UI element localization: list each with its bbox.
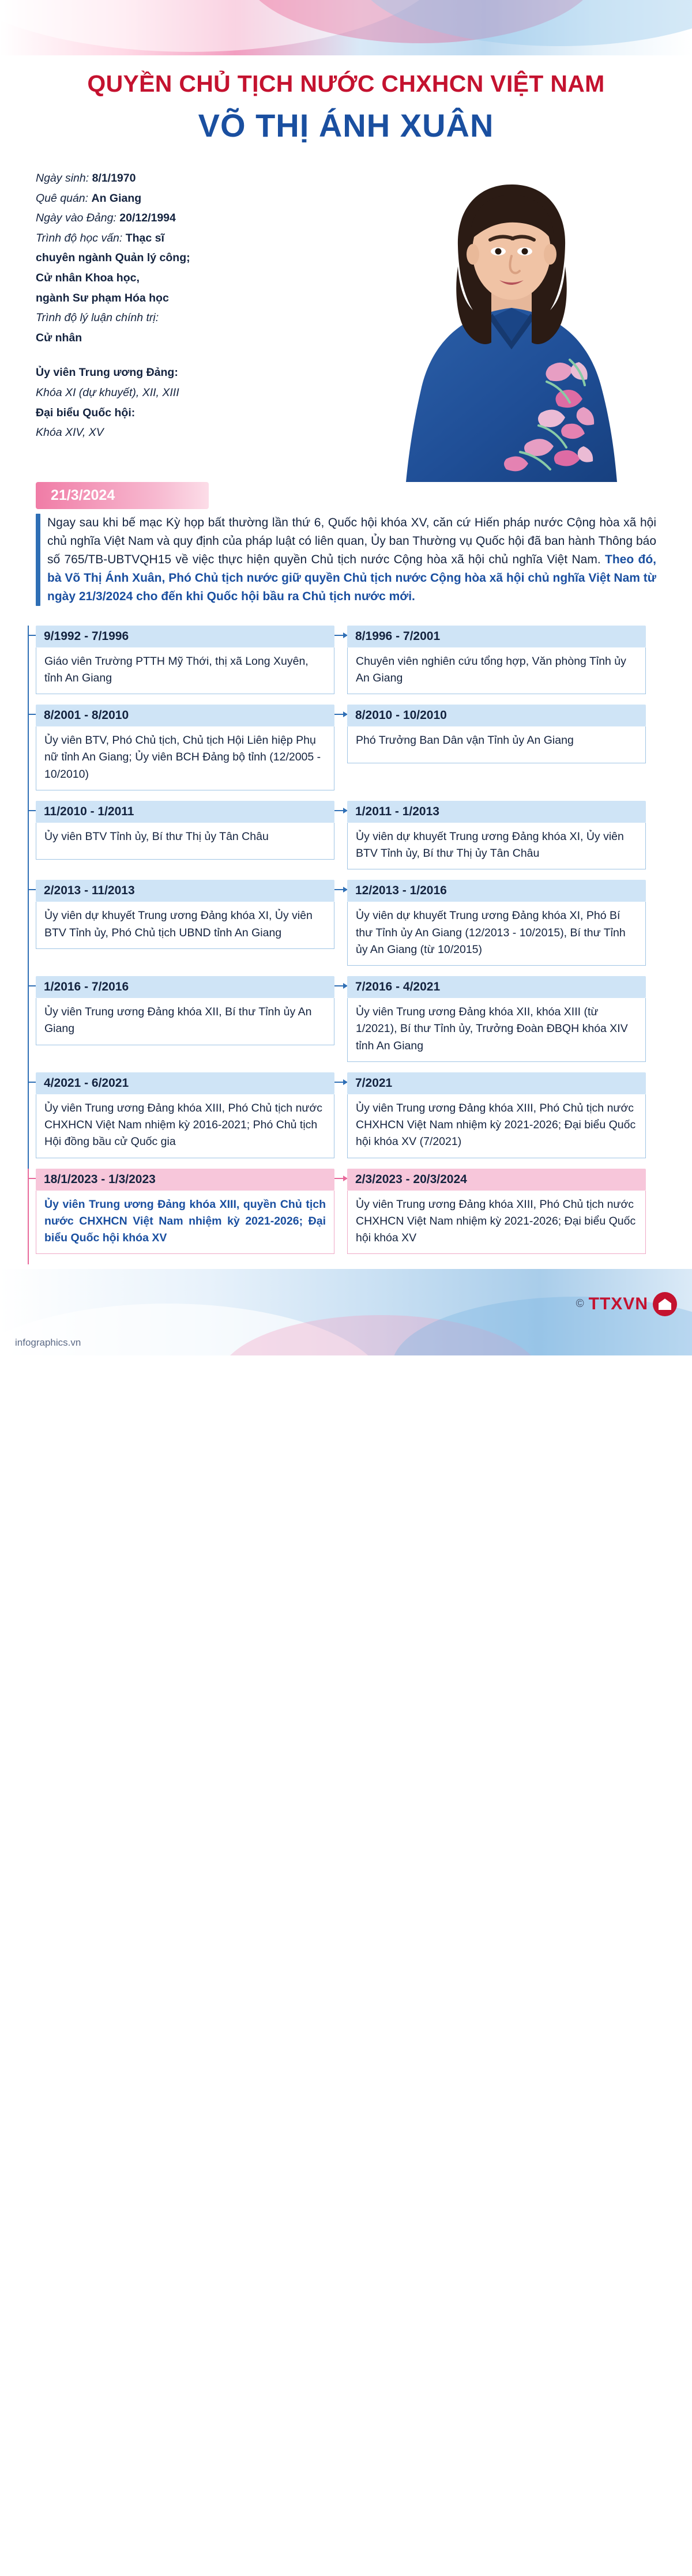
timeline-description: Ủy viên Trung ương Đảng khóa XII, Bí thư Tỉnh ủy An Giang (36, 998, 334, 1045)
timeline-connector-arrow (334, 985, 347, 986)
timeline-connector-arrow (334, 714, 347, 715)
timeline-row (36, 1169, 656, 1255)
bio-central-label: Ủy viên Trung ương Đảng: (36, 366, 178, 379)
timeline-connector-arrow (334, 635, 347, 636)
timeline-period: 8/2010 - 10/2010 (347, 705, 646, 726)
bio-dob-value: 8/1/1970 (92, 172, 136, 185)
timeline-period: 11/2010 - 1/2011 (36, 801, 334, 823)
highlight-quote-block (36, 514, 656, 606)
timeline-item-2-right (347, 801, 646, 870)
ttxvn-logo-icon (653, 1292, 677, 1316)
bio-section (0, 159, 692, 482)
bio-deputy-label: Đại biểu Quốc hội: (36, 406, 136, 419)
bio-party-date (36, 209, 284, 228)
bio-hometown (36, 190, 284, 208)
bio-spacer (36, 349, 284, 364)
timeline-description: Ủy viên dự khuyết Trung ương Đảng khóa XI, Ủy viên BTV Tỉnh ủy, Phó Chủ tịch UBND tỉnh An Giang (36, 902, 334, 949)
timeline-item-5-left (36, 1072, 334, 1158)
bio-education-value-1: Thạc sĩ (125, 231, 164, 244)
timeline-spine (28, 1072, 29, 1169)
bio-education-value-2: chuyên ngành Quản lý công; (36, 251, 190, 265)
bio-text-block (36, 170, 284, 444)
bio-politics-label: Trình độ lý luận chính trị: (36, 311, 159, 325)
timeline-description: Ủy viên Trung ương Đảng khóa XII, khóa XIII (từ 1/2021), Bí thư Tỉnh ủy, Trưởng Đoàn ĐBQH khóa XIV tỉnh An Giang (347, 998, 646, 1062)
top-decorative-band (0, 0, 692, 55)
timeline-connector-arrow (334, 1178, 347, 1179)
timeline-description: Ủy viên Trung ương Đảng khóa XIII, Phó Chủ tịch nước CHXHCN Việt Nam nhiệm kỳ 2016-2021; Phó Chủ tịch Hội đồng bầu cử Quốc gia (36, 1094, 334, 1158)
timeline-row (36, 1072, 656, 1158)
timeline-connector-arrow (334, 889, 347, 890)
timeline-row (36, 976, 656, 1062)
timeline-description: Ủy viên Trung ương Đảng khóa XIII, Phó Chủ tịch nước CHXHCN Việt Nam nhiệm kỳ 2021-2026; Đại biểu Quốc hội khóa XV (7/2021) (347, 1094, 646, 1158)
bio-education-label: Trình độ học vấn: (36, 231, 123, 244)
timeline-description: Ủy viên dự khuyết Trung ương Đảng khóa XI, Ủy viên BTV Tỉnh ủy, Bí thư Thị ủy Tân Châu (347, 823, 646, 870)
highlight-paragraph-1: Ngay sau khi bế mạc Kỳ họp bất thường lần thứ 6, Quốc hội khóa XV, căn cứ Hiến pháp nước Cộng hòa xã hội chủ nghĩa Việt Nam và quy định của pháp luật có liên quan, Ủy ban Thường vụ Quốc hội đã ban hành Thông báo số 765/TB-UBTVQH15 về việc thực hiện quyền Chủ tịch nước Cộng hòa xã hội chủ nghĩa Việt Nam. (47, 516, 656, 566)
timeline-item-6-left (36, 1169, 334, 1255)
timeline-item-4-right (347, 976, 646, 1062)
career-timeline (36, 626, 656, 1255)
timeline-period: 4/2021 - 6/2021 (36, 1072, 334, 1094)
timeline-period: 12/2013 - 1/2016 (347, 880, 646, 902)
timeline-description: Chuyên viên nghiên cứu tổng hợp, Văn phòng Tỉnh ủy An Giang (347, 647, 646, 695)
timeline-item-1-right (347, 705, 646, 790)
highlight-accent-bar (36, 514, 40, 606)
timeline-connector-arrow (334, 1082, 347, 1083)
timeline-item-6-right (347, 1169, 646, 1255)
timeline-spine (28, 801, 29, 880)
timeline-period: 1/2011 - 1/2013 (347, 801, 646, 823)
timeline-description: Ủy viên BTV, Phó Chủ tịch, Chủ tịch Hội Liên hiệp Phụ nữ tỉnh An Giang; Ủy viên BCH Đảng bộ tỉnh (12/2005 - 10/2010) (36, 726, 334, 790)
copyright-symbol: © (576, 1298, 584, 1310)
timeline-description: Giáo viên Trường PTTH Mỹ Thới, thị xã Long Xuyên, tỉnh An Giang (36, 647, 334, 695)
timeline-period: 8/1996 - 7/2001 (347, 626, 646, 647)
timeline-item-3-right (347, 880, 646, 966)
timeline-period: 1/2016 - 7/2016 (36, 976, 334, 998)
timeline-period: 7/2016 - 4/2021 (347, 976, 646, 998)
timeline-row (36, 801, 656, 870)
timeline-spine (28, 880, 29, 976)
timeline-description: Ủy viên dự khuyết Trung ương Đảng khóa XI, Phó Bí thư Tỉnh ủy An Giang (12/2013 - 10/2015), Bí thư Tỉnh ủy An Giang (từ 10/2015) (347, 902, 646, 966)
timeline-item-0-right (347, 626, 646, 695)
highlight-paragraph-2: Theo đó, bà Võ Thị Ánh Xuân, Phó Chủ tịch nước giữ quyền Chủ tịch nước Cộng hòa xã hội chủ nghĩa Việt Nam từ ngày 21/3/2024 cho đến khi Quốc hội bầu ra Chủ tịch nước mới. (47, 552, 656, 603)
timeline-row (36, 705, 656, 790)
timeline-period: 7/2021 (347, 1072, 646, 1094)
agency-name: TTXVN (588, 1294, 648, 1314)
highlight-date-badge: 21/3/2024 (36, 482, 209, 509)
timeline-row (36, 880, 656, 966)
timeline-item-5-right (347, 1072, 646, 1158)
timeline-spine (28, 976, 29, 1072)
portrait-photo (376, 159, 647, 482)
timeline-period: 8/2001 - 8/2010 (36, 705, 334, 726)
timeline-item-0-left (36, 626, 334, 695)
timeline-spine (28, 626, 29, 705)
bio-education (36, 229, 284, 248)
timeline-description: Ủy viên Trung ương Đảng khóa XIII, quyền Chủ tịch nước CHXHCN Việt Nam nhiệm kỳ 2021-2026; Đại biểu Quốc hội khóa XV (36, 1191, 334, 1255)
footer-band (0, 1269, 692, 1355)
timeline-description: Ủy viên Trung ương Đảng khóa XIII, Phó Chủ tịch nước CHXHCN Việt Nam nhiệm kỳ 2021-2026; Đại biểu Quốc hội khóa XV (347, 1191, 646, 1255)
bio-party-value: 20/12/1994 (119, 212, 176, 225)
timeline-item-4-left (36, 976, 334, 1062)
timeline-row (36, 626, 656, 695)
bio-hometown-value: An Giang (91, 191, 142, 205)
timeline-spine (28, 1169, 29, 1265)
timeline-connector-arrow (334, 810, 347, 811)
bio-education-value-4: ngành Sư phạm Hóa học (36, 291, 169, 304)
bio-education-value-3: Cử nhân Khoa học, (36, 272, 140, 285)
timeline-spine (28, 705, 29, 801)
page-subject-name: VÕ THỊ ÁNH XUÂN (198, 107, 494, 144)
timeline-item-2-left (36, 801, 334, 870)
timeline-period: 2/2013 - 11/2013 (36, 880, 334, 902)
bio-party-label: Ngày vào Đảng: (36, 212, 116, 225)
bio-deputy-value: Khóa XIV, XV (36, 426, 104, 439)
footer-credit (576, 1292, 677, 1316)
timeline-period: 9/1992 - 7/1996 (36, 626, 334, 647)
bio-central-value: Khóa XI (dự khuyết), XII, XIII (36, 386, 179, 399)
timeline-description: Ủy viên BTV Tỉnh ủy, Bí thư Thị ủy Tân Châu (36, 823, 334, 860)
highlight-section (36, 482, 656, 606)
bio-dob-label: Ngày sinh: (36, 172, 89, 185)
page-title-block (0, 55, 692, 149)
timeline-item-3-left (36, 880, 334, 966)
bio-hometown-label: Quê quán: (36, 191, 89, 205)
page-title: QUYỀN CHỦ TỊCH NƯỚC CHXHCN VIỆT NAM (87, 70, 605, 97)
footer-website: infographics.vn (15, 1337, 81, 1349)
timeline-description: Phó Trưởng Ban Dân vận Tỉnh ủy An Giang (347, 726, 646, 763)
timeline-period: 18/1/2023 - 1/3/2023 (36, 1169, 334, 1191)
bio-dob (36, 170, 284, 188)
bio-politics-value: Cử nhân (36, 331, 82, 344)
highlight-text (47, 514, 656, 606)
timeline-item-1-left (36, 705, 334, 790)
timeline-period: 2/3/2023 - 20/3/2024 (347, 1169, 646, 1191)
